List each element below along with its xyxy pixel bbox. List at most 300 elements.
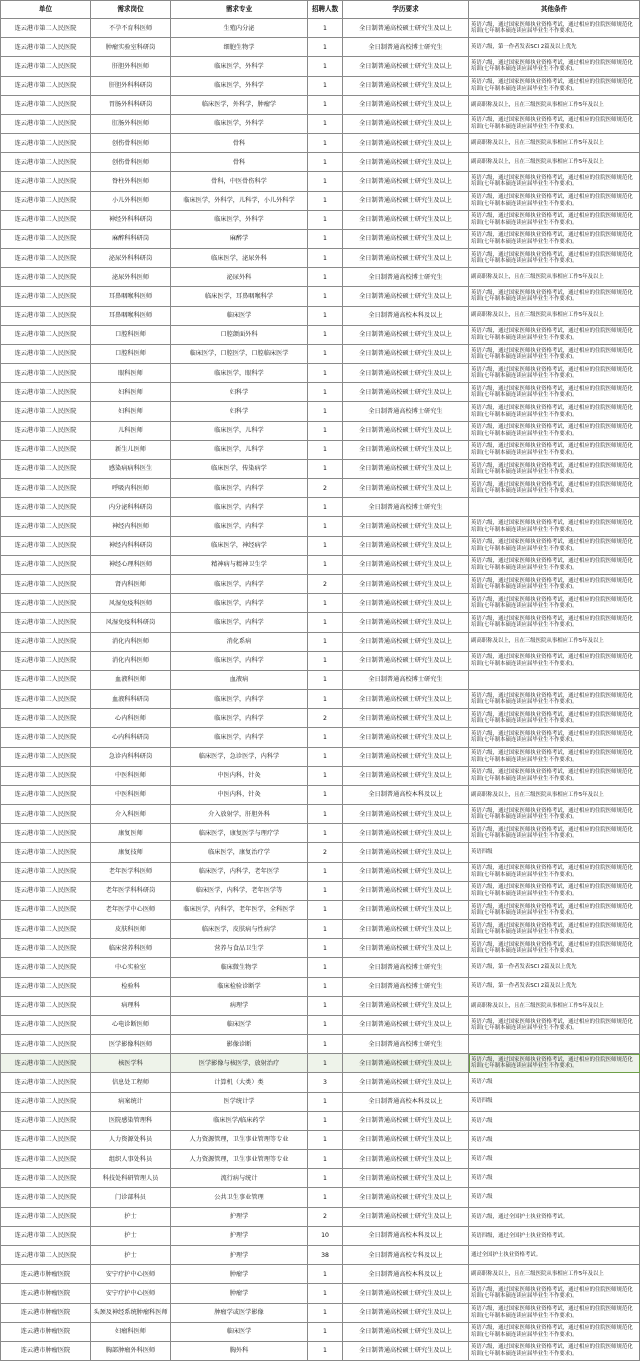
unit-cell: 连云港市第二人民医院	[1, 1111, 91, 1130]
education-cell: 全日制普通高校本科及以上	[343, 306, 469, 325]
education-cell: 全日制普通高校硕士研究生及以上	[343, 383, 469, 402]
major-cell: 临床医学，内科学	[171, 728, 308, 747]
unit-cell: 连云港市第二人民医院	[1, 958, 91, 977]
unit-cell: 连云港市第二人民医院	[1, 479, 91, 498]
conditions-cell: 英语六级，通过国家医师执业资格考试，通过相应的住院医师规范化培训(七年制本硕连读应届毕业生不作要求)。	[469, 57, 640, 76]
unit-cell: 连云港市第二人民医院	[1, 1073, 91, 1092]
education-cell: 全日制普通高校硕士研究生及以上	[343, 862, 469, 881]
conditions-cell: 英语六级，通过国家医师执业资格考试，通过相应的住院医师规范化培训(七年制本硕连读应届毕业生不作要求)。	[469, 1015, 640, 1034]
education-cell: 全日制普通高校本科及以上	[343, 785, 469, 804]
unit-cell: 连云港市第二人民医院	[1, 613, 91, 632]
unit-cell: 连云港市第二人民医院	[1, 76, 91, 95]
education-cell: 全日制普通高校硕士研究生及以上	[343, 517, 469, 536]
education-cell: 全日制普通高校硕士研究生及以上	[343, 172, 469, 191]
table-row	[1, 402, 640, 421]
position-cell: 病理科	[91, 996, 171, 1015]
major-cell: 临床医学，内科学	[171, 709, 308, 728]
unit-cell: 连云港市第二人民医院	[1, 172, 91, 191]
table-row	[1, 1092, 640, 1111]
headcount-cell: 1	[308, 287, 343, 306]
position-cell: 医学影像科医师	[91, 1035, 171, 1054]
education-cell: 全日制普通高校硕士研究生及以上	[343, 1054, 469, 1073]
table-row	[1, 632, 640, 651]
major-cell: 流行病与统计	[171, 1169, 308, 1188]
position-cell: 妇科医师	[91, 402, 171, 421]
unit-cell: 连云港市第二人民医院	[1, 996, 91, 1015]
major-cell: 临床医学，儿科学	[171, 440, 308, 459]
education-cell: 全日制普通高校硕士研究生及以上	[343, 939, 469, 958]
headcount-cell: 1	[308, 114, 343, 133]
conditions-cell: 英语六级，第一作者发表SCI 2篇及以上优先	[469, 958, 640, 977]
table-row	[1, 1303, 640, 1322]
education-cell: 全日制普通高校硕士研究生及以上	[343, 824, 469, 843]
unit-cell: 连云港市第二人民医院	[1, 536, 91, 555]
education-cell: 全日制普通高校硕士研究生及以上	[343, 421, 469, 440]
position-cell: 耳鼻咽喉科医师	[91, 287, 171, 306]
unit-cell: 连云港市肿瘤医院	[1, 1322, 91, 1341]
conditions-cell: 英语六级，通过国家医师执业资格考试，通过相应的住院医师规范化培训(七年制本硕连读应届毕业生不作要求)。	[469, 536, 640, 555]
position-cell: 老年医学科医师	[91, 862, 171, 881]
major-cell: 护理学	[171, 1226, 308, 1245]
major-cell: 临床检验诊断学	[171, 977, 308, 996]
major-cell: 临床医学，内科学	[171, 594, 308, 613]
headcount-cell: 1	[308, 1284, 343, 1303]
table-row	[1, 766, 640, 785]
table-row	[1, 325, 640, 344]
major-cell: 骨科	[171, 134, 308, 153]
education-cell: 全日制普通高校硕士研究生及以上	[343, 709, 469, 728]
education-cell: 全日制普通高校硕士研究生及以上	[343, 1207, 469, 1226]
position-cell: 风湿免疫科科研岗	[91, 613, 171, 632]
headcount-cell: 1	[308, 1150, 343, 1169]
major-cell: 临床医学，儿科学	[171, 421, 308, 440]
headcount-cell: 1	[308, 1015, 343, 1034]
table-row	[1, 958, 640, 977]
position-cell: 泌尿外科医师	[91, 268, 171, 287]
conditions-cell	[469, 498, 640, 517]
headcount-cell: 1	[308, 920, 343, 939]
major-cell: 骨科，中医骨伤科学	[171, 172, 308, 191]
conditions-cell: 英语六级，通过国家医师执业资格考试，通过相应的住院医师规范化培训(七年制本硕连读应届毕业生不作要求)。	[469, 421, 640, 440]
position-cell: 消化内科医师	[91, 651, 171, 670]
headcount-cell: 1	[308, 1130, 343, 1149]
headcount-cell: 1	[308, 996, 343, 1015]
education-cell: 全日制普通高校硕士研究生及以上	[343, 1322, 469, 1341]
unit-cell: 连云港市第二人民医院	[1, 498, 91, 517]
position-cell: 安宁疗护中心医师	[91, 1284, 171, 1303]
conditions-cell: 英语六级，通过国家医师执业资格考试，通过相应的住院医师规范化培训(七年制本硕连读应届毕业生不作要求)。	[469, 440, 640, 459]
major-cell: 临床医学，耳鼻咽喉科学	[171, 287, 308, 306]
unit-cell: 连云港市第二人民医院	[1, 862, 91, 881]
conditions-cell: 英语四级，通过全国护士执业资格考试。	[469, 1226, 640, 1245]
major-cell: 临床医学，内科学	[171, 651, 308, 670]
conditions-cell: 英语六级，通过国家医师执业资格考试，通过相应的住院医师规范化培训(七年制本硕连读应届毕业生不作要求)。	[469, 690, 640, 709]
position-cell: 妇科医师	[91, 383, 171, 402]
major-cell: 临床医学，神经病学	[171, 536, 308, 555]
conditions-cell: 副高职称及以上，且在三级医院从事相应工作5年及以上	[469, 268, 640, 287]
headcount-cell: 1	[308, 172, 343, 191]
headcount-cell: 1	[308, 1188, 343, 1207]
education-cell: 全日制普通高校硕士研究生及以上	[343, 229, 469, 248]
table-row	[1, 1284, 640, 1303]
major-cell: 临床医学，内科学	[171, 479, 308, 498]
conditions-cell: 副高职称及以上，且在三级医院从事相应工作5年及以上	[469, 306, 640, 325]
headcount-cell: 1	[308, 881, 343, 900]
major-cell: 临床医学，内科学	[171, 690, 308, 709]
position-cell: 不孕不育科医师	[91, 19, 171, 38]
education-cell: 全日制普通高校硕士研究生及以上	[343, 555, 469, 574]
unit-cell: 连云港市第二人民医院	[1, 19, 91, 38]
headcount-cell: 1	[308, 95, 343, 114]
major-cell: 临床医学，内科学	[171, 613, 308, 632]
header-unit: 单位	[1, 1, 91, 19]
position-cell: 安宁疗护中心医师	[91, 1265, 171, 1284]
education-cell: 全日制普通高校硕士研究生及以上	[343, 19, 469, 38]
position-cell: 护士	[91, 1207, 171, 1226]
table-row	[1, 1054, 640, 1073]
conditions-cell: 英语六级，通过国家医师执业资格考试，通过相应的住院医师规范化培训(七年制本硕连读应届毕业生不作要求)。	[469, 114, 640, 133]
unit-cell: 连云港市第二人民医院	[1, 920, 91, 939]
table-row	[1, 57, 640, 76]
table-row	[1, 670, 640, 689]
unit-cell: 连云港市第二人民医院	[1, 690, 91, 709]
headcount-cell: 1	[308, 766, 343, 785]
major-cell: 临床医学	[171, 1015, 308, 1034]
major-cell: 泌尿外科	[171, 268, 308, 287]
education-cell: 全日制普通高校博士研究生	[343, 1035, 469, 1054]
unit-cell: 连云港市肿瘤医院	[1, 1303, 91, 1322]
table-row	[1, 19, 640, 38]
table-row	[1, 440, 640, 459]
conditions-cell: 英语六级	[469, 1150, 640, 1169]
position-cell: 口腔科医师	[91, 325, 171, 344]
table-row	[1, 38, 640, 57]
headcount-cell: 1	[308, 632, 343, 651]
header-headcount: 招聘人数	[308, 1, 343, 19]
unit-cell: 连云港市第二人民医院	[1, 881, 91, 900]
position-cell: 心内科医师	[91, 709, 171, 728]
conditions-cell: 英语六级，通过国家医师执业资格考试，通过相应的住院医师规范化培训(七年制本硕连读应届毕业生不作要求)。	[469, 383, 640, 402]
table-row	[1, 287, 640, 306]
education-cell: 全日制普通高校硕士研究生及以上	[343, 805, 469, 824]
unit-cell: 连云港市第二人民医院	[1, 191, 91, 210]
headcount-cell: 1	[308, 651, 343, 670]
education-cell: 全日制普通高校博士研究生	[343, 402, 469, 421]
major-cell: 骨科	[171, 153, 308, 172]
major-cell: 麻醉学	[171, 229, 308, 248]
position-cell: 中医科医师	[91, 766, 171, 785]
table-row	[1, 709, 640, 728]
table-row	[1, 881, 640, 900]
header-major: 需求专业	[171, 1, 308, 19]
conditions-cell: 英语六级，通过国家医师执业资格考试，通过相应的住院医师规范化培训(七年制本硕连读应届毕业生不作要求)。	[469, 344, 640, 363]
conditions-cell: 英语六级，通过国家医师执业资格考试，通过相应的住院医师规范化培训(七年制本硕连读应届毕业生不作要求)。	[469, 920, 640, 939]
headcount-cell: 1	[308, 76, 343, 95]
education-cell: 全日制普通高校硕士研究生及以上	[343, 479, 469, 498]
major-cell: 护理学	[171, 1246, 308, 1265]
major-cell: 临床医学，外科学	[171, 114, 308, 133]
major-cell: 医学统计学	[171, 1092, 308, 1111]
headcount-cell: 1	[308, 402, 343, 421]
major-cell: 计算机（大类）类	[171, 1073, 308, 1092]
conditions-cell: 英语六级	[469, 1073, 640, 1092]
position-cell: 新生儿医师	[91, 440, 171, 459]
conditions-cell: 英语六级	[469, 1188, 640, 1207]
unit-cell: 连云港市第二人民医院	[1, 383, 91, 402]
headcount-cell: 1	[308, 977, 343, 996]
education-cell: 全日制普通高校硕士研究生及以上	[343, 364, 469, 383]
education-cell: 全日制普通高校硕士研究生及以上	[343, 900, 469, 919]
education-cell: 全日制普通高校硕士研究生及以上	[343, 95, 469, 114]
headcount-cell: 1	[308, 613, 343, 632]
education-cell: 全日制普通高校硕士研究生及以上	[343, 191, 469, 210]
education-cell: 全日制普通高校硕士研究生及以上	[343, 1341, 469, 1360]
headcount-cell: 1	[308, 536, 343, 555]
table-header-row	[1, 1, 640, 19]
position-cell: 科技处科研管理人员	[91, 1169, 171, 1188]
education-cell: 全日制普通高校硕士研究生及以上	[343, 1130, 469, 1149]
headcount-cell: 1	[308, 785, 343, 804]
headcount-cell: 1	[308, 440, 343, 459]
headcount-cell: 1	[308, 421, 343, 440]
major-cell: 临床医学，口腔医学，口腔临床医学	[171, 344, 308, 363]
table-row	[1, 1073, 640, 1092]
headcount-cell: 1	[308, 1265, 343, 1284]
table-row	[1, 268, 640, 287]
headcount-cell: 1	[308, 364, 343, 383]
conditions-cell: 副高职称及以上，且在三级医院从事相应工作5年及以上	[469, 785, 640, 804]
major-cell: 临床医学	[171, 306, 308, 325]
position-cell: 血液科医师	[91, 670, 171, 689]
education-cell: 全日制普通高校硕士研究生及以上	[343, 210, 469, 229]
position-cell: 小儿外科医师	[91, 191, 171, 210]
position-cell: 耳鼻咽喉科医师	[91, 306, 171, 325]
unit-cell: 连云港市第二人民医院	[1, 325, 91, 344]
conditions-cell: 英语六级，通过国家医师执业资格考试，通过相应的住院医师规范化培训(七年制本硕连读应届毕业生不作要求)。	[469, 19, 640, 38]
headcount-cell: 1	[308, 690, 343, 709]
major-cell: 临床医学，内科学	[171, 498, 308, 517]
unit-cell: 连云港市第二人民医院	[1, 1150, 91, 1169]
unit-cell: 连云港市第二人民医院	[1, 440, 91, 459]
position-cell: 核医学科	[91, 1054, 171, 1073]
headcount-cell: 2	[308, 709, 343, 728]
headcount-cell: 1	[308, 153, 343, 172]
table-row	[1, 1265, 640, 1284]
conditions-cell: 英语四级	[469, 843, 640, 862]
unit-cell: 连云港市第二人民医院	[1, 287, 91, 306]
headcount-cell: 2	[308, 574, 343, 593]
position-cell: 急诊内科科研岗	[91, 747, 171, 766]
major-cell: 临床医学，内科学	[171, 517, 308, 536]
major-cell: 胸外科	[171, 1341, 308, 1360]
header-position: 需求岗位	[91, 1, 171, 19]
major-cell: 临床医学，传染病学	[171, 459, 308, 478]
header-other-conditions: 其他条件	[469, 1, 640, 19]
education-cell: 全日制普通高校硕士研究生及以上	[343, 134, 469, 153]
conditions-cell: 英语六级，通过国家医师执业资格考试，通过相应的住院医师规范化培训(七年制本硕连读应届毕业生不作要求)。	[469, 172, 640, 191]
position-cell: 头颈及神经系统肿瘤科医师	[91, 1303, 171, 1322]
position-cell: 风湿免疫科医师	[91, 594, 171, 613]
unit-cell: 连云港市第二人民医院	[1, 517, 91, 536]
unit-cell: 连云港市第二人民医院	[1, 344, 91, 363]
major-cell: 临床医学，外科学	[171, 76, 308, 95]
education-cell: 全日制普通高校硕士研究生及以上	[343, 440, 469, 459]
major-cell: 临床医学，内科学，老年医学等	[171, 881, 308, 900]
headcount-cell: 1	[308, 306, 343, 325]
education-cell: 全日制普通高校硕士研究生及以上	[343, 153, 469, 172]
major-cell: 影像诊断	[171, 1035, 308, 1054]
table-row	[1, 114, 640, 133]
major-cell: 临床医学，急诊医学，内科学	[171, 747, 308, 766]
major-cell: 妇科学	[171, 383, 308, 402]
position-cell: 脊柱外科医师	[91, 172, 171, 191]
unit-cell: 连云港市第二人民医院	[1, 38, 91, 57]
education-cell: 全日制普通高校硕士研究生及以上	[343, 728, 469, 747]
table-row	[1, 843, 640, 862]
unit-cell: 连云港市第二人民医院	[1, 766, 91, 785]
unit-cell: 连云港市第二人民医院	[1, 1188, 91, 1207]
conditions-cell: 英语六级，通过国家医师执业资格考试，通过相应的住院医师规范化培训(七年制本硕连读应届毕业生不作要求)。	[469, 613, 640, 632]
education-cell: 全日制普通高校本科及以上	[343, 1226, 469, 1245]
unit-cell: 连云港市第二人民医院	[1, 229, 91, 248]
conditions-cell: 英语六级，通过国家医师执业资格考试，通过相应的住院医师规范化培训(七年制本硕连读应届毕业生不作要求)。	[469, 1322, 640, 1341]
unit-cell: 连云港市第二人民医院	[1, 747, 91, 766]
table-row	[1, 1207, 640, 1226]
table-row	[1, 76, 640, 95]
position-cell: 病案统计	[91, 1092, 171, 1111]
major-cell: 介入放射学，肝胆外科	[171, 805, 308, 824]
position-cell: 检验科	[91, 977, 171, 996]
major-cell: 细胞生物学	[171, 38, 308, 57]
unit-cell: 连云港市第二人民医院	[1, 249, 91, 268]
education-cell: 全日制普通高校硕士研究生及以上	[343, 76, 469, 95]
position-cell: 神经外科科研岗	[91, 210, 171, 229]
major-cell: 临床医学/临床药学	[171, 1111, 308, 1130]
table-row	[1, 1015, 640, 1034]
unit-cell: 连云港市第二人民医院	[1, 1130, 91, 1149]
table-row	[1, 1150, 640, 1169]
table-row	[1, 805, 640, 824]
table-row	[1, 996, 640, 1015]
headcount-cell: 1	[308, 325, 343, 344]
table-row	[1, 210, 640, 229]
position-cell: 皮肤科医师	[91, 920, 171, 939]
unit-cell: 连云港市肿瘤医院	[1, 1341, 91, 1360]
headcount-cell: 1	[308, 1054, 343, 1073]
headcount-cell: 1	[308, 383, 343, 402]
table-row	[1, 421, 640, 440]
position-cell: 血液科科研岗	[91, 690, 171, 709]
position-cell: 口腔科医师	[91, 344, 171, 363]
position-cell: 心电诊断医师	[91, 1015, 171, 1034]
education-cell: 全日制普通高校硕士研究生及以上	[343, 459, 469, 478]
major-cell: 临床医学，泌尿外科	[171, 249, 308, 268]
headcount-cell: 1	[308, 19, 343, 38]
position-cell: 胃肠外科科研岗	[91, 95, 171, 114]
major-cell: 医学影像与核医学，放射治疗	[171, 1054, 308, 1073]
table-row	[1, 498, 640, 517]
headcount-cell: 1	[308, 862, 343, 881]
major-cell: 临床医学	[171, 1322, 308, 1341]
position-cell: 心内科科研岗	[91, 728, 171, 747]
headcount-cell: 1	[308, 459, 343, 478]
conditions-cell: 英语六级，通过国家医师执业资格考试，通过相应的住院医师规范化培训(七年制本硕连读应届毕业生不作要求)。	[469, 229, 640, 248]
position-cell: 创伤骨科医师	[91, 134, 171, 153]
major-cell: 临床医学，内科学	[171, 574, 308, 593]
education-cell: 全日制普通高校博士研究生	[343, 268, 469, 287]
headcount-cell: 1	[308, 344, 343, 363]
conditions-cell: 英语六级，通过国家医师执业资格考试，通过相应的住院医师规范化培训(七年制本硕连读应届毕业生不作要求)。	[469, 517, 640, 536]
education-cell: 全日制普通高校硕士研究生及以上	[343, 594, 469, 613]
major-cell: 临床医学，眼科学	[171, 364, 308, 383]
unit-cell: 连云港市第二人民医院	[1, 306, 91, 325]
position-cell: 中医科医师	[91, 785, 171, 804]
major-cell: 临床微生物学	[171, 958, 308, 977]
conditions-cell: 英语六级，通过国家医师执业资格考试，通过相应的住院医师规范化培训(七年制本硕连读应届毕业生不作要求)。	[469, 824, 640, 843]
unit-cell: 连云港市第二人民医院	[1, 1246, 91, 1265]
education-cell: 全日制普通高校硕士研究生及以上	[343, 1150, 469, 1169]
conditions-cell: 英语六级，通过国家医师执业资格考试，通过相应的住院医师规范化培训(七年制本硕连读应届毕业生不作要求)。	[469, 555, 640, 574]
unit-cell: 连云港市肿瘤医院	[1, 1284, 91, 1303]
major-cell: 营养与食品卫生学	[171, 939, 308, 958]
position-cell: 介入科医师	[91, 805, 171, 824]
conditions-cell: 副高职称及以上，且在三级医院从事相应工作5年及以上	[469, 632, 640, 651]
headcount-cell: 1	[308, 1035, 343, 1054]
position-cell: 门诊部科员	[91, 1188, 171, 1207]
headcount-cell: 1	[308, 1322, 343, 1341]
unit-cell: 连云港市第二人民医院	[1, 1207, 91, 1226]
major-cell: 肿瘤学	[171, 1265, 308, 1284]
unit-cell: 连云港市第二人民医院	[1, 900, 91, 919]
table-row	[1, 517, 640, 536]
position-cell: 神经内科科研岗	[91, 536, 171, 555]
education-cell: 全日制普通高校本科及以上	[343, 1092, 469, 1111]
education-cell: 全日制普通高校博士研究生	[343, 670, 469, 689]
education-cell: 全日制普通高校专科及以上	[343, 1246, 469, 1265]
unit-cell: 连云港市第二人民医院	[1, 421, 91, 440]
major-cell: 临床医学，外科学，肿瘤学	[171, 95, 308, 114]
position-cell: 肝胆外科医师	[91, 57, 171, 76]
unit-cell: 连云港市第二人民医院	[1, 210, 91, 229]
table-row	[1, 1111, 640, 1130]
education-cell: 全日制普通高校硕士研究生及以上	[343, 574, 469, 593]
conditions-cell: 英语六级，通过国家医师执业资格考试，通过相应的住院医师规范化培训(七年制本硕连读应届毕业生不作要求)。	[469, 651, 640, 670]
major-cell: 人力资源管理，卫生事业管理等专业	[171, 1150, 308, 1169]
education-cell: 全日制普通高校硕士研究生及以上	[343, 881, 469, 900]
education-cell: 全日制普通高校硕士研究生及以上	[343, 690, 469, 709]
headcount-cell: 1	[308, 1341, 343, 1360]
table-row	[1, 1341, 640, 1360]
education-cell: 全日制普通高校硕士研究生及以上	[343, 747, 469, 766]
major-cell: 口腔颌面外科	[171, 325, 308, 344]
position-cell: 儿科医师	[91, 421, 171, 440]
table-row	[1, 172, 640, 191]
conditions-cell: 英语六级，通过全国护士执业资格考试。	[469, 1207, 640, 1226]
headcount-cell: 1	[308, 1092, 343, 1111]
table-row	[1, 785, 640, 804]
headcount-cell: 1	[308, 900, 343, 919]
conditions-cell: 通过全国护士执业资格考试。	[469, 1246, 640, 1265]
conditions-cell: 英语六级，通过国家医师执业资格考试，通过相应的住院医师规范化培训(七年制本硕连读应届毕业生不作要求)。	[469, 939, 640, 958]
headcount-cell: 1	[308, 229, 343, 248]
headcount-cell: 1	[308, 1303, 343, 1322]
conditions-cell: 英语六级，通过国家医师执业资格考试，通过相应的住院医师规范化培训(七年制本硕连读应届毕业生不作要求)。	[469, 1284, 640, 1303]
conditions-cell: 英语六级，通过国家医师执业资格考试，通过相应的住院医师规范化培训(七年制本硕连读应届毕业生不作要求)。	[469, 574, 640, 593]
conditions-cell	[469, 670, 640, 689]
position-cell: 护士	[91, 1246, 171, 1265]
education-cell: 全日制普通高校硕士研究生及以上	[343, 996, 469, 1015]
position-cell: 胸部肿瘤外科医师	[91, 1341, 171, 1360]
